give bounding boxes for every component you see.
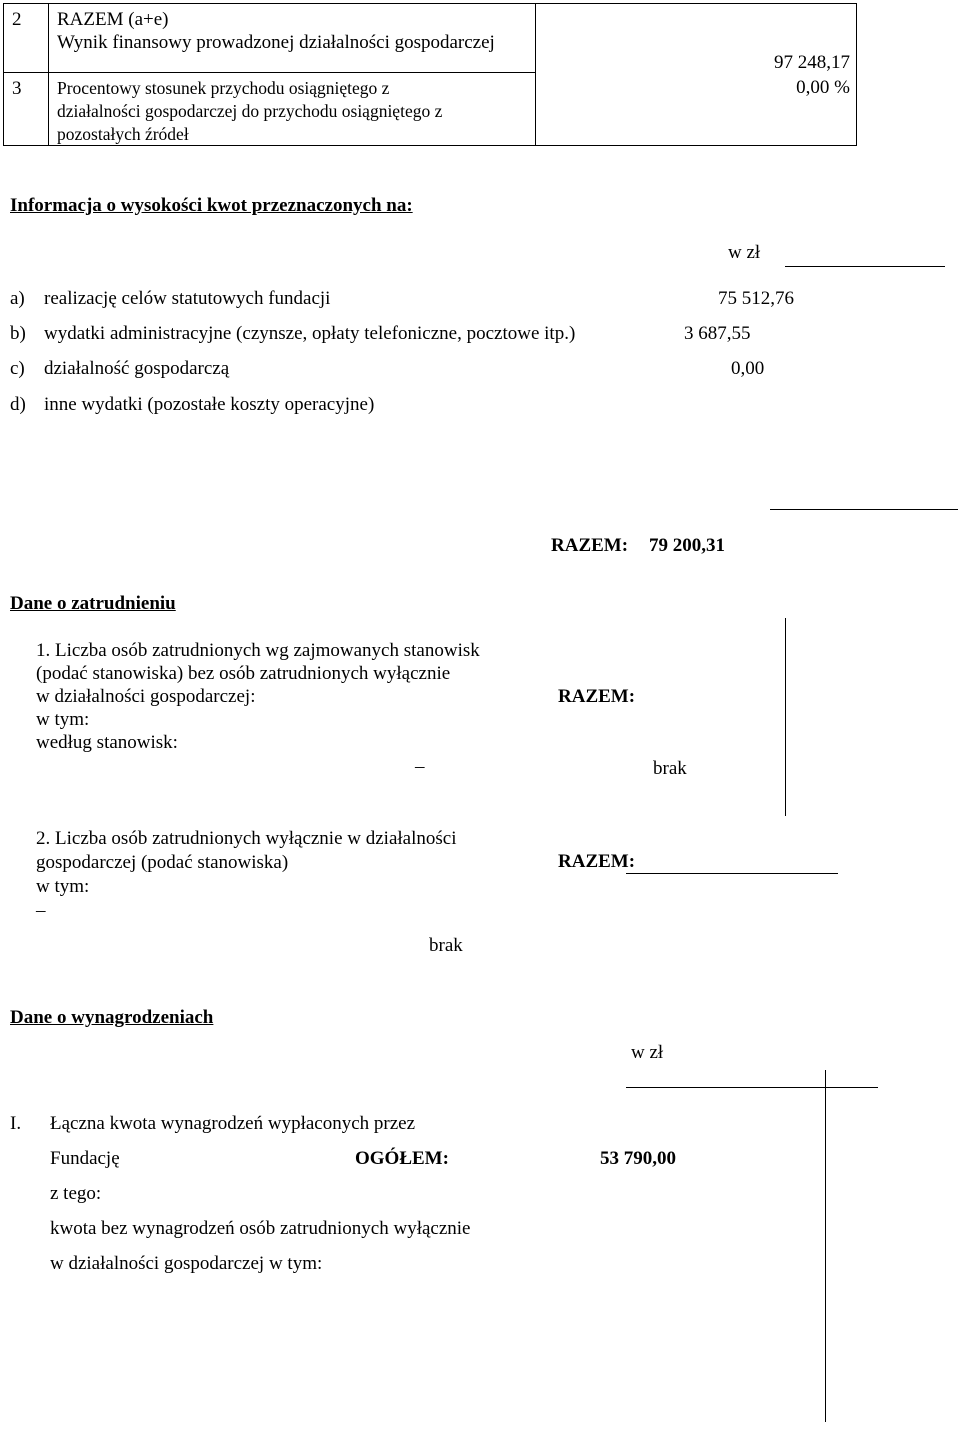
item1-line: w tym: [36,709,90,730]
item-value: 75 512,76 [718,288,794,309]
item1-value: brak [653,758,687,779]
item1-line: 1. Liczba osób zatrudnionych wg zajmowanych stanowisk [36,640,480,661]
table-column-divider [48,4,49,145]
row-text-line: Procentowy stosunek przychodu osiągniętego z [57,78,390,98]
item1-line: (podać stanowiska) bez osób zatrudnionych wyłącznie [36,663,451,684]
item1-line: w działalności gospodarczej: [36,686,256,707]
item-value: 0,00 [731,358,765,379]
item2-razem-underline [626,873,838,874]
item-label: realizację celów statutowych fundacji [44,288,331,309]
item2-line: – [36,900,46,921]
salaries-line: w działalności gospodarczej w tym: [50,1253,323,1274]
item-value: 3 687,55 [684,323,751,344]
total-label: RAZEM: [551,535,629,556]
item-label: wydatki administracyjne (czynsze, opłaty telefoniczne, pocztowe itp.) [44,323,576,344]
row-number: 2 [12,9,22,30]
item-label: działalność gospodarczą [44,358,230,379]
row-text-line: RAZEM (a+e) [57,9,169,30]
salaries-unit-label: w zł [631,1042,664,1063]
salaries-total-value: 53 790,00 [600,1148,676,1169]
row-text-line: pozostałych źródeł [57,124,189,144]
item1-razem-label: RAZEM: [558,686,636,707]
item-label: inne wydatki (pozostałe koszty operacyjne) [44,394,375,415]
total-value: 79 200,31 [649,535,725,556]
item2-line: w tym: [36,876,90,897]
unit-label: w zł [728,242,761,263]
item-letter: a) [10,288,25,309]
item-letter: c) [10,358,25,379]
row-text-line: działalności gospodarczej do przychodu osiągniętego z [57,101,443,121]
salaries-line: Fundację [50,1148,120,1169]
item-letter: d) [10,394,26,415]
column-divider [825,1070,826,1422]
salaries-line: kwota bez wynagrodzeń osób zatrudnionych wyłącznie [50,1218,471,1239]
total-underline [770,509,958,510]
salaries-unit-underline [626,1087,878,1088]
item1-line: według stanowisk: [36,732,178,753]
roman-numeral: I. [10,1113,22,1134]
salaries-line: Łączna kwota wynagrodzeń wypłaconych przez [50,1113,416,1134]
financial-result-value: 97 248,17 [774,52,850,73]
employment-heading: Dane o zatrudnieniu [10,593,176,614]
salaries-line: z tego: [50,1183,102,1204]
item2-line: gospodarczej (podać stanowiska) [36,852,289,873]
salaries-total-label: OGÓŁEM: [355,1148,449,1169]
table-row-divider [4,72,535,73]
percentage-value: 0,00 % [796,77,850,98]
item1-dash: – [415,756,425,777]
summary-table [3,3,857,146]
table-column-divider [535,4,536,145]
column-divider [785,618,786,816]
row-text-line: Wynik finansowy prowadzonej działalności gospodarczej [57,32,495,53]
item-letter: b) [10,323,26,344]
info-heading: Informacja o wysokości kwot przeznaczonych na: [10,195,413,216]
salaries-heading: Dane o wynagrodzeniach [10,1007,214,1028]
item2-value: brak [429,935,463,956]
row-number: 3 [12,78,22,99]
item2-line: 2. Liczba osób zatrudnionych wyłącznie w działalności [36,828,457,849]
item2-razem-label: RAZEM: [558,851,636,872]
unit-underline [785,266,945,267]
